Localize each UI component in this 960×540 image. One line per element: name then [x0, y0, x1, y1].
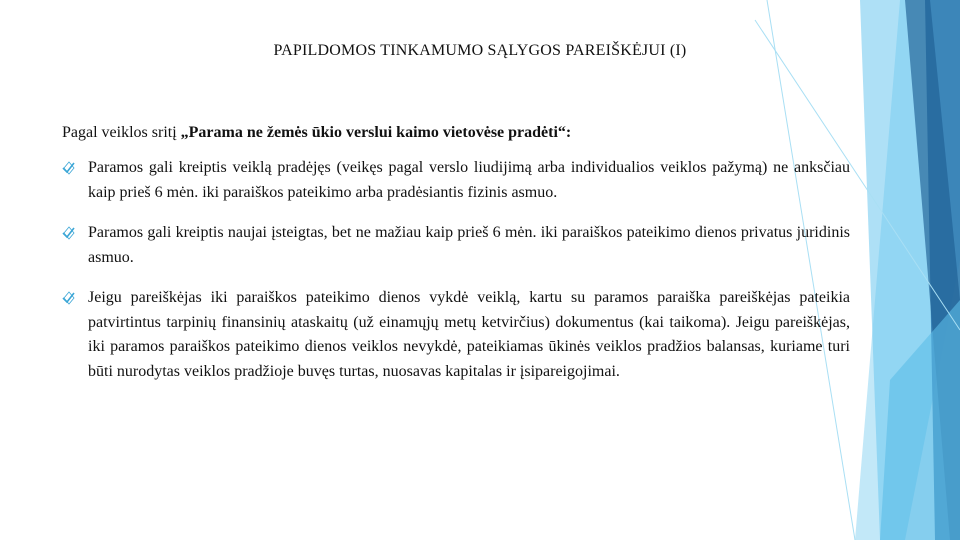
list-item	[62, 286, 850, 384]
diamond-check-icon	[62, 161, 76, 175]
intro-prefix: Pagal veiklos sritį	[62, 124, 181, 141]
bullet-list	[62, 156, 850, 400]
bullet-text: Paramos gali kreiptis veiklą pradėjęs (veikęs pagal verslo liudijimą arba individualios veiklos pažymą) ne anksčiau kaip prieš 6 mėn. iki paraiškos pateikimo arba pradėsiantis fizinis asmuo.	[88, 159, 850, 201]
page-title: PAPILDOMOS TINKAMUMO SĄLYGOS PAREIŠKĖJUI (I)	[273, 42, 687, 59]
bullet-text: Jeigu pareiškėjas iki paraiškos pateikimo dienos vykdė veiklą, kartu su paramos paraiška pareiškėjas pateikia patvirtintus tarpinių finansinių ataskaitų (už einamųjų metų ketvirčius) dokumentus (kai taikoma). Jeigu pareiškėjas, iki paramos paraiškos pateikimo dienos veiklos nevykdė, pateikiamas ūkinės veiklos pradžios balansas, kuriame turi būti nurodytas veiklos pradžioje buvęs turtas, nuosavas kapitalas ir įsipareigojimai.	[88, 289, 850, 380]
list-item	[62, 221, 850, 270]
intro-line	[62, 124, 822, 142]
bullet-text: Paramos gali kreiptis naujai įsteigtas, bet ne mažiau kaip prieš 6 mėn. iki paraiškos pateikimo dienos privatus juridinis asmuo.	[88, 224, 850, 266]
intro-program-name: „Parama ne žemės ūkio verslui kaimo vietovėse pradėti“:	[180, 124, 572, 141]
diamond-check-icon	[62, 226, 76, 240]
list-item	[62, 156, 850, 205]
diamond-check-icon	[62, 291, 76, 305]
